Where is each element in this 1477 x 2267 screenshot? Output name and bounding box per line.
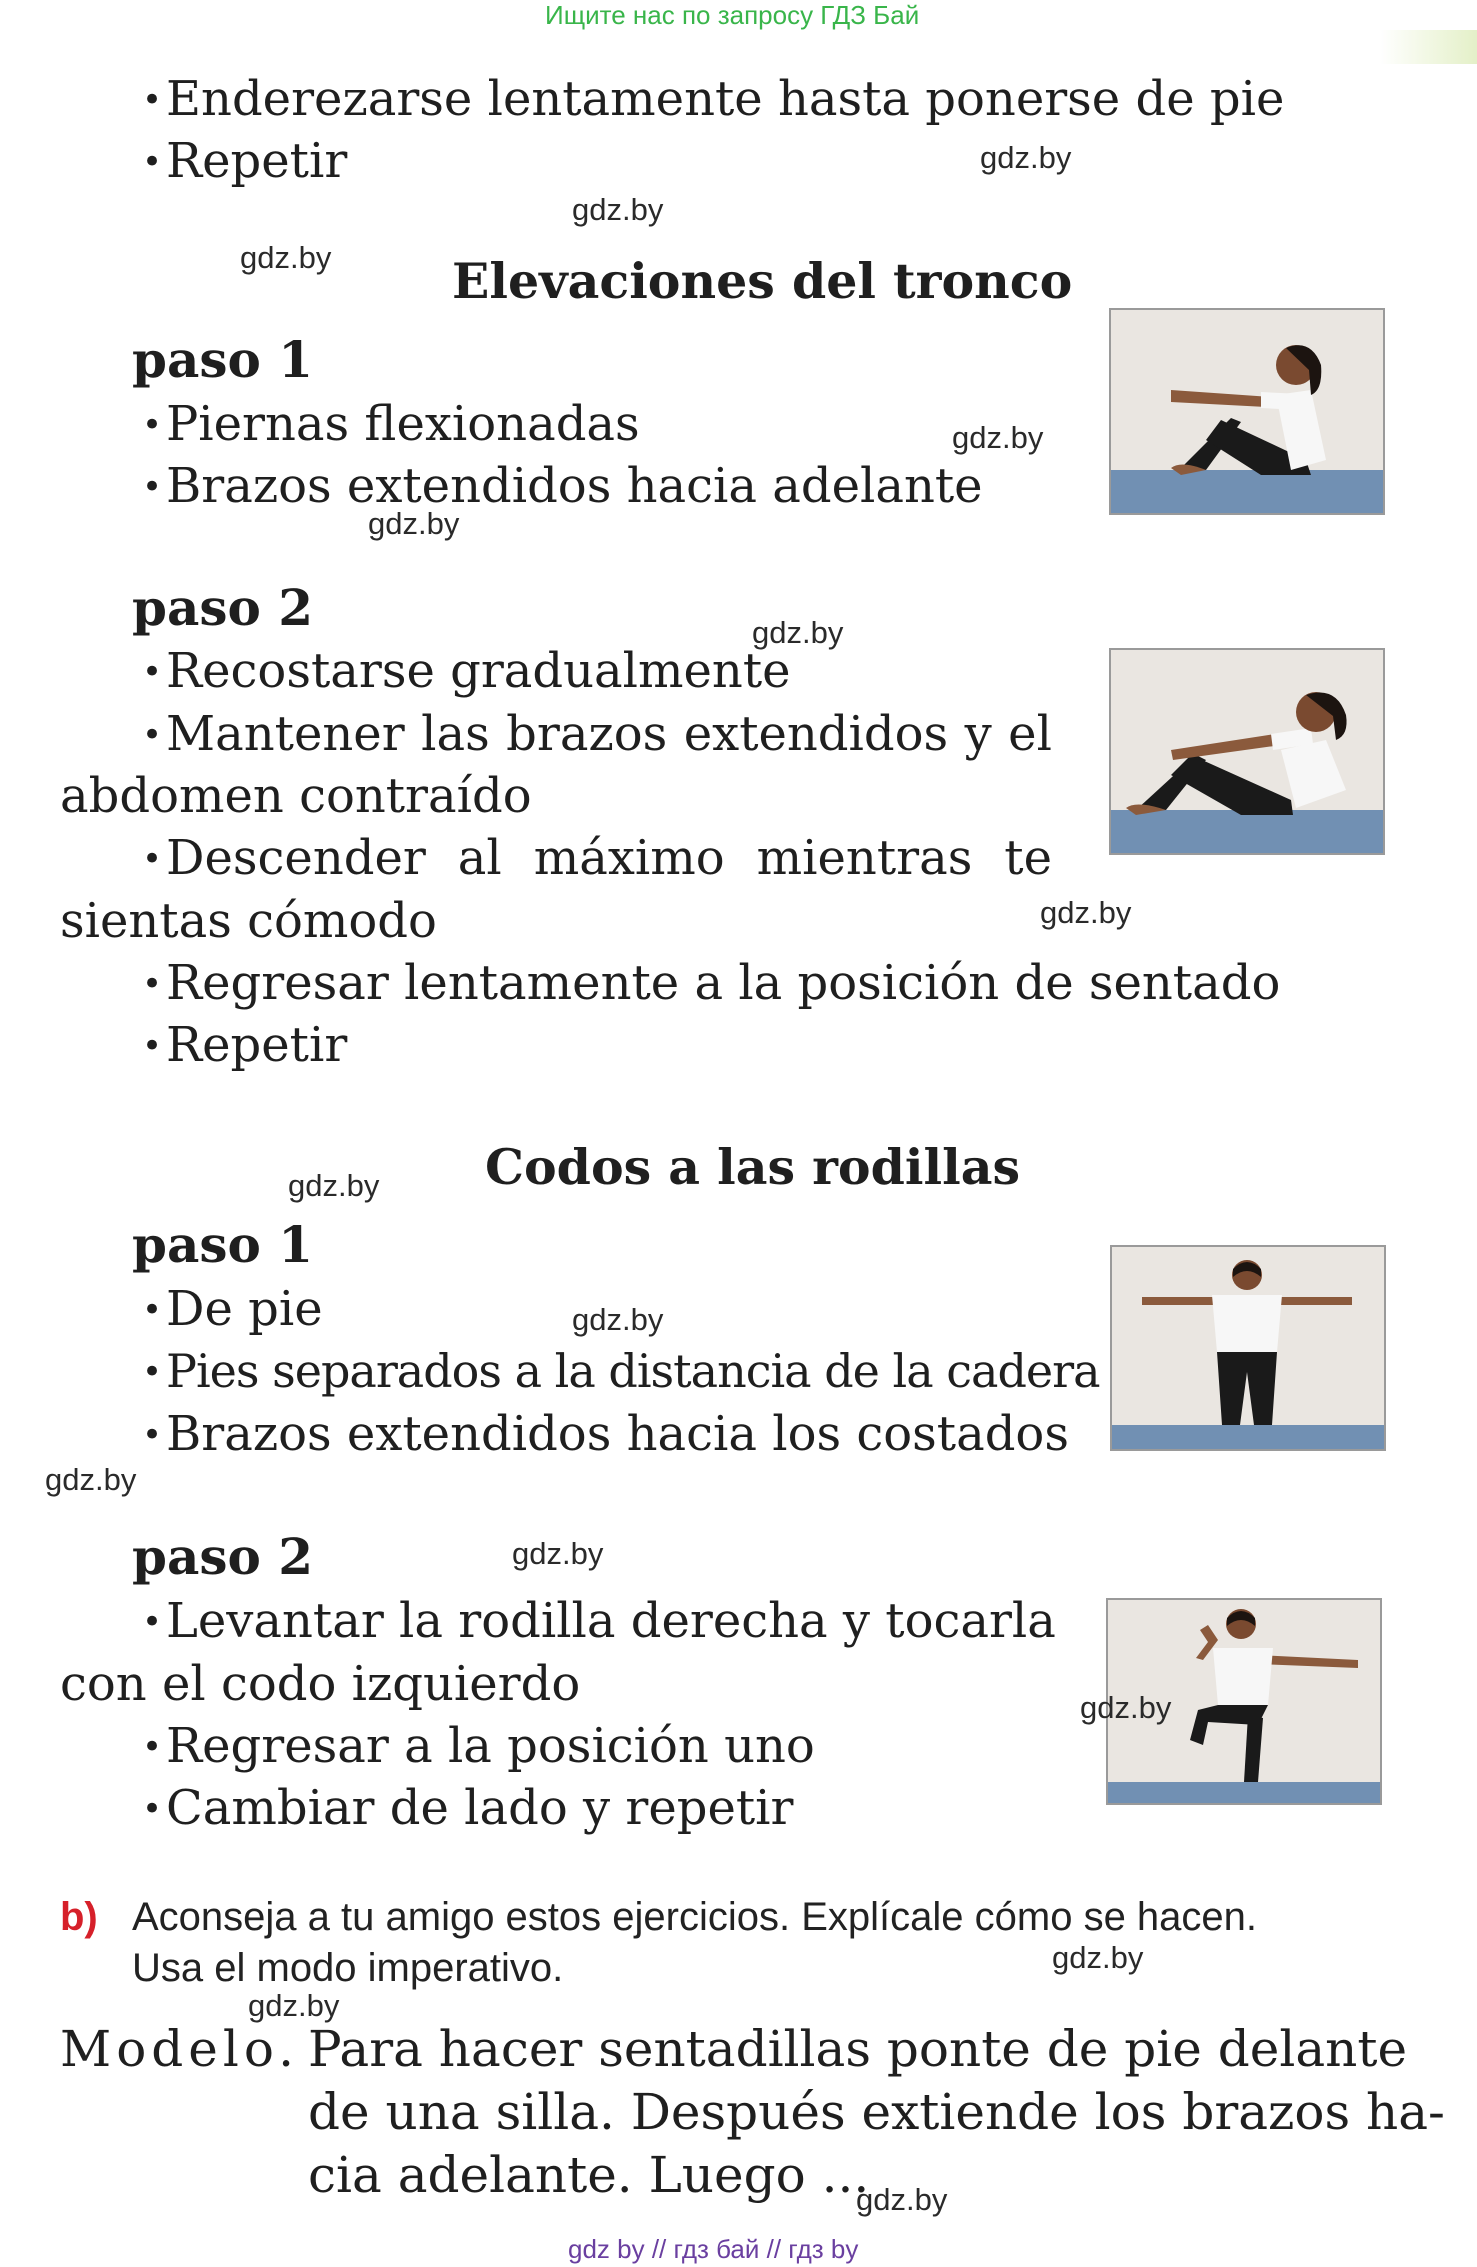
intro-line-1: • Enderezarse lentamente hasta ponerse de pie [142,68,1284,135]
step-item-continuation: con el codo izquierdo [60,1656,581,1712]
task-instruction-line-2: Usa el modo imperativo. [132,1946,564,1990]
word: el [1008,706,1052,762]
step-item: • Brazos extendidos hacia adelante [142,455,983,522]
word: brazos [506,706,668,762]
task-label: b) [60,1895,98,1939]
word: • Mantener [142,703,405,770]
watermark-text: gdz.by [1080,1690,1172,1725]
paso-label: paso 1 [132,330,314,389]
exercise-photo-sit-up-start [1109,308,1385,515]
watermark-text: gdz.by [1052,1940,1144,1975]
watermark-text: gdz.by [952,420,1044,455]
watermark-text: gdz.by [980,140,1072,175]
word: máximo [533,830,725,886]
exercise-photo-standing-arms-out [1110,1245,1386,1451]
task-instruction-line-1: Aconseja a tu amigo estos ejercicios. Explícale cómo se hacen. [132,1895,1258,1939]
step-item: • De pie [142,1278,323,1345]
model-line-2: de una silla. Después extiende los brazos ha- [308,2083,1445,2141]
watermark-text: gdz.by [248,1988,340,2023]
word: y [964,706,992,762]
word: te [1004,830,1052,886]
word: extendidos [683,706,949,762]
word: las [421,706,490,762]
watermark-text: gdz.by [288,1168,380,1203]
section-title-codos: Codos a las rodillas [485,1138,1021,1196]
step-item: • Recostarse gradualmente [142,640,791,707]
watermark-text: gdz.by [368,506,460,541]
model-line-1: Para hacer sentadillas ponte de pie delante [308,2020,1408,2078]
watermark-text: gdz.by [512,1536,604,1571]
watermark-text: gdz.by [1040,895,1132,930]
watermark-text: gdz.by [572,192,664,227]
section-title-elevaciones: Elevaciones del tronco [452,252,1073,310]
step-item: • Cambiar de lado y repetir [142,1777,793,1844]
watermark-text: gdz.by [856,2182,948,2217]
watermark-text: gdz.by [45,1462,137,1497]
word: • Descender [142,827,426,894]
step-item: • Repetir [142,1014,347,1081]
watermark-text: gdz.by [240,240,332,275]
step-item: • Regresar lentamente a la posición de sentado [142,952,1280,1019]
intro-line-2: • Repetir [142,130,347,197]
step-item: • Levantar la rodilla derecha y tocarla [142,1590,1056,1657]
paso-label: paso 1 [132,1215,314,1274]
watermark-text: gdz.by [572,1302,664,1337]
step-item: • Piernas flexionadas [142,393,640,460]
step-item-continuation: abdomen contraído [60,768,532,824]
step-item-continuation: sientas cómodo [60,893,437,949]
top-banner-link[interactable]: Ищите нас по запросу ГДЗ Бай [545,0,920,30]
paso-label: paso 2 [132,1527,314,1586]
paso-label: paso 2 [132,578,314,637]
step-item: • Brazos extendidos hacia los costados [142,1403,1069,1470]
watermark-text: gdz.by [752,615,844,650]
exercise-photo-sit-up-recline [1109,648,1385,855]
corner-tab [1380,30,1477,64]
step-item-justified [142,827,1052,894]
model-label: Modelo. [60,2020,300,2078]
word: al [457,830,502,886]
step-item-justified [142,703,1052,770]
model-line-3: cia adelante. Luego ... [308,2146,870,2204]
word: mientras [756,830,973,886]
footer-links[interactable]: gdz by // гдз бай // гдз by [568,2234,859,2264]
step-item: • Regresar a la posición uno [142,1715,815,1782]
step-item: • Pies separados a la distancia de la cadera [142,1340,1100,1407]
